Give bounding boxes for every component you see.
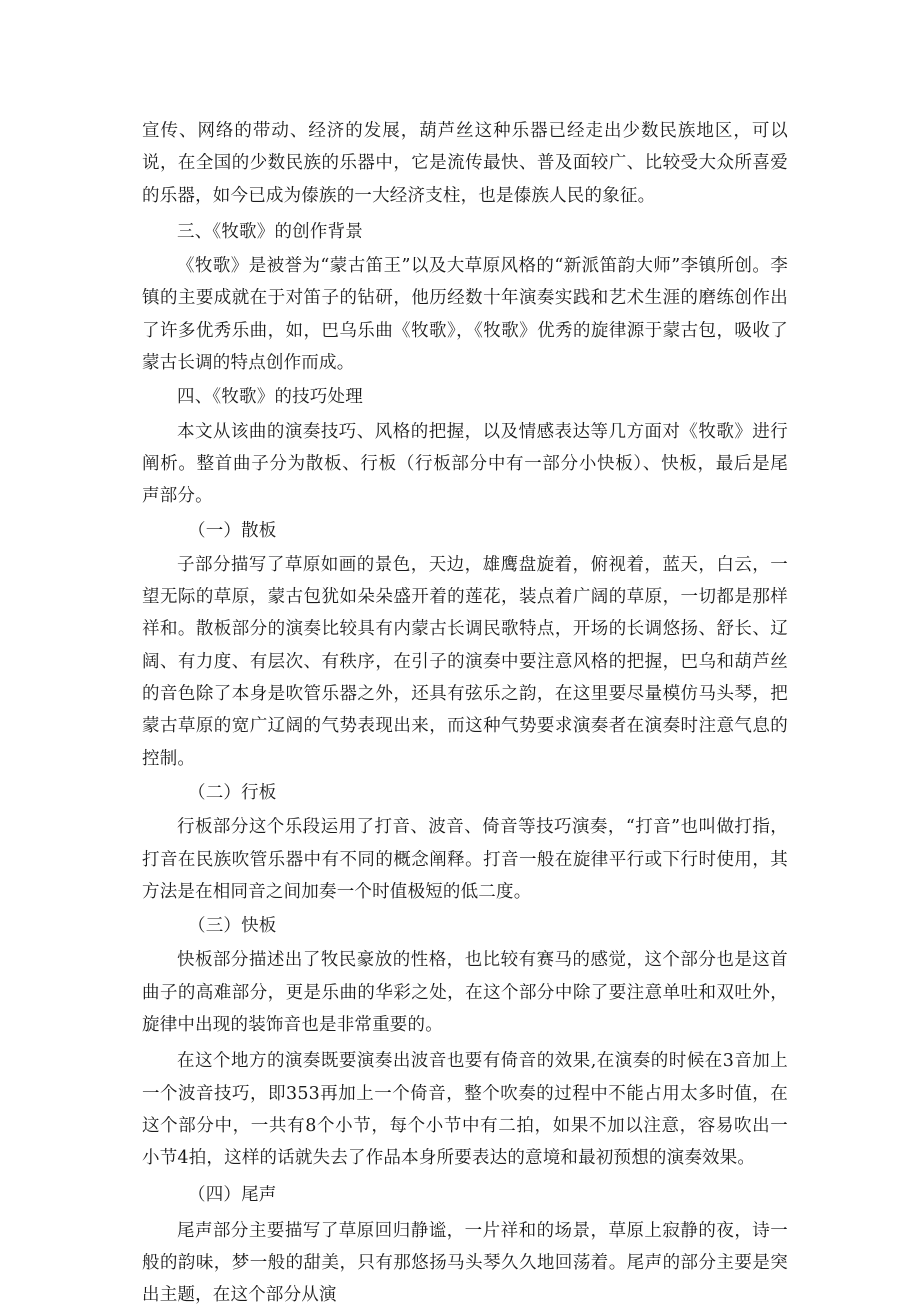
- section-heading-3: 三、《牧歌》的创作背景: [177, 221, 363, 242]
- paragraph-kuaiban-2: 在这个地方的演奏既要演奏出波音也要有倚音的效果,在演奏的时候在3音加上一个波音技巧，即353再加上一个倚音，整个吹奏的过程中不能占用太多时值，在这个部分中，一共有8个小节，每个小节中有二拍，如果不加以注意，容易吹出一小节4拍，这样的话就失去了作品本身所要表达的意境和最初预想的演奏效果。: [142, 1051, 788, 1169]
- paragraph-sanban: 子部分描写了草原如画的景色，天边，雄鹰盘旋着，俯视着，蓝天，白云，一望无际的草原，蒙古包犹如朵朵盛开着的莲花，装点着广阔的草原，一切都是那样祥和。散板部分的演奏比较具有内蒙古长调民歌特点，开场的长调悠扬、舒长、辽阔、有力度、有层次、有秩序，在引子的演奏中要注意风格的把握，巴乌和葫芦丝的音色除了本身是吹管乐器之外，还具有弦乐之韵，在这里要尽量模仿马头琴，把蒙古草原的宽广辽阔的气势表现出来，而这种气势要求演奏者在演奏时注意气息的控制。: [142, 554, 788, 769]
- subsection-heading-xingban: （二）行板: [188, 782, 277, 803]
- subsection-heading-kuaiban: （三）快板: [188, 916, 277, 937]
- document-body: [142, 115, 788, 1312]
- paragraph-kuaiban-1: 快板部分描述出了牧民豪放的性格，也比较有赛马的感觉，这个部分也是这首曲子的高难部分，更是乐曲的华彩之处，在这个部分中除了要注意单吐和双吐外，旋律中出现的装饰音也是非常重要的。: [142, 950, 788, 1036]
- subsection-heading-sanban: （一）散板: [188, 520, 277, 541]
- paragraph-weisheng: 尾声部分主要描写了草原回归静谧，一片祥和的场景，草原上寂静的夜，诗一般的韵味，梦一般的甜美，只有那悠扬马头琴久久地回荡着。尾声的部分主要是突出主题，在这个部分从演: [142, 1220, 788, 1306]
- paragraph-xingban: 行板部分这个乐段运用了打音、波音、倚音等技巧演奏，“打音”也叫做打指，打音在民族吹管乐器中有不同的概念阐释。打音一般在旋律平行或下行时使用，其方法是在相同音之间加奏一个时值极短的低二度。: [142, 817, 788, 902]
- paragraph-creation-background: 《牧歌》是被誉为“蒙古笛王”以及大草原风格的“新派笛韵大师”李镇所创。李镇的主要成就在于对笛子的钻研，他历经数十年演奏实践和艺术生涯的磨练创作出了许多优秀乐曲，如，巴乌乐曲《牧歌》，《牧歌》优秀的旋律源于蒙古包，吸收了蒙古长调的特点创作而成。: [142, 256, 788, 374]
- section-heading-4: 四、《牧歌》的技巧处理: [177, 387, 363, 408]
- paragraph-technique-overview: 本文从该曲的演奏技巧、风格的把握，以及情感表达等几方面对《牧歌》进行阐析。整首曲子分为散板、行板（行板部分中有一部分小快板）、快板，最后是尾声部分。: [142, 421, 788, 507]
- paragraph-intro-continued: 宣传、网络的带动、经济的发展，葫芦丝这种乐器已经走出少数民族地区，可以说，在全国的少数民族的乐器中，它是流传最快、普及面较广、比较受大众所喜爱的乐器，如今已成为傣族的一大经济支柱，也是傣族人民的象征。: [142, 121, 788, 206]
- subsection-heading-weisheng: （四）尾声: [188, 1184, 277, 1205]
